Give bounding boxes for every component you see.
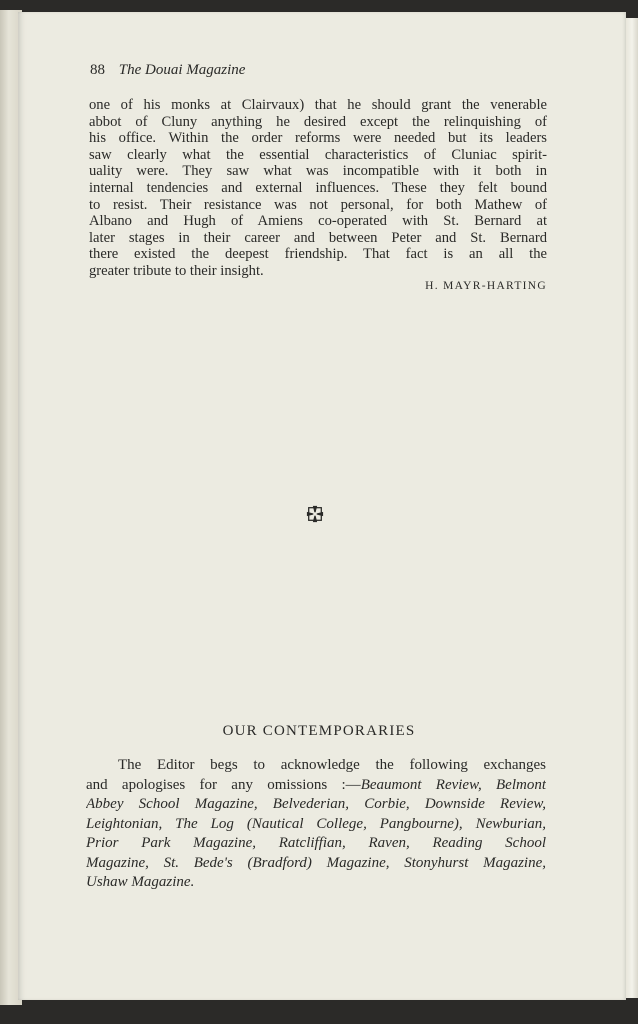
- article-text: [89, 97, 547, 280]
- contemporaries-line: The Editor begs to acknowledge the following exchanges: [118, 757, 546, 773]
- contemporaries-text: [86, 756, 546, 893]
- contemporaries-line-plain: and apologises for any omissions :—: [86, 776, 361, 793]
- contemporaries-line-italic: Beaumont Review, Belmont: [360, 776, 546, 793]
- section-title: OUR CONTEMPORARIES: [222, 723, 416, 739]
- contemporaries-line: Prior Park Magazine, Ratcliffian, Raven, Reading School: [86, 835, 546, 851]
- article-line: to resist. Their resistance was not personal, for both Mathew of: [89, 196, 547, 213]
- article-line: saw clearly what the essential characteristics of Cluniac spirit-: [89, 146, 547, 163]
- article-line: there existed the deepest friendship. That fact is an all the: [89, 246, 547, 263]
- book-edge-right: [626, 18, 638, 998]
- article-line: later stages in their career and between Peter and St. Bernard: [89, 229, 547, 246]
- article-line: his office. Within the order reforms were needed but its leaders: [89, 130, 547, 147]
- contemporaries-line: Magazine, St. Bede's (Bradford) Magazine, Stonyhurst Magazine,: [86, 854, 546, 871]
- article-line: uality were. They saw what was incompatible with it both in: [89, 163, 547, 180]
- magazine-title: The Douai Magazine: [118, 62, 246, 78]
- article-line: greater tribute to their insight.: [89, 262, 264, 279]
- article-line: internal tendencies and external influences. These they felt bound: [89, 179, 547, 196]
- author-signature: H. MAYR-HARTING: [425, 280, 547, 292]
- contemporaries-line: Leightonian, The Log (Nautical College, Pangbourne), Newburian,: [86, 815, 546, 832]
- article-line: Albano and Hugh of Amiens co-operated with St. Bernard at: [89, 213, 547, 230]
- article-line: abbot of Cluny anything he desired except the relinquishing of: [89, 113, 547, 130]
- running-header: [90, 62, 245, 79]
- page-number: 88: [90, 62, 105, 78]
- article-line: one of his monks at Clairvaux) that he should grant the venerable: [89, 97, 547, 113]
- contemporaries-line: [86, 776, 546, 796]
- contemporaries-line: Ushaw Magazine.: [86, 874, 195, 890]
- contemporaries-line: Abbey School Magazine, Belvederian, Corbie, Downside Review,: [86, 796, 546, 812]
- cross-pattee-icon: [306, 505, 324, 523]
